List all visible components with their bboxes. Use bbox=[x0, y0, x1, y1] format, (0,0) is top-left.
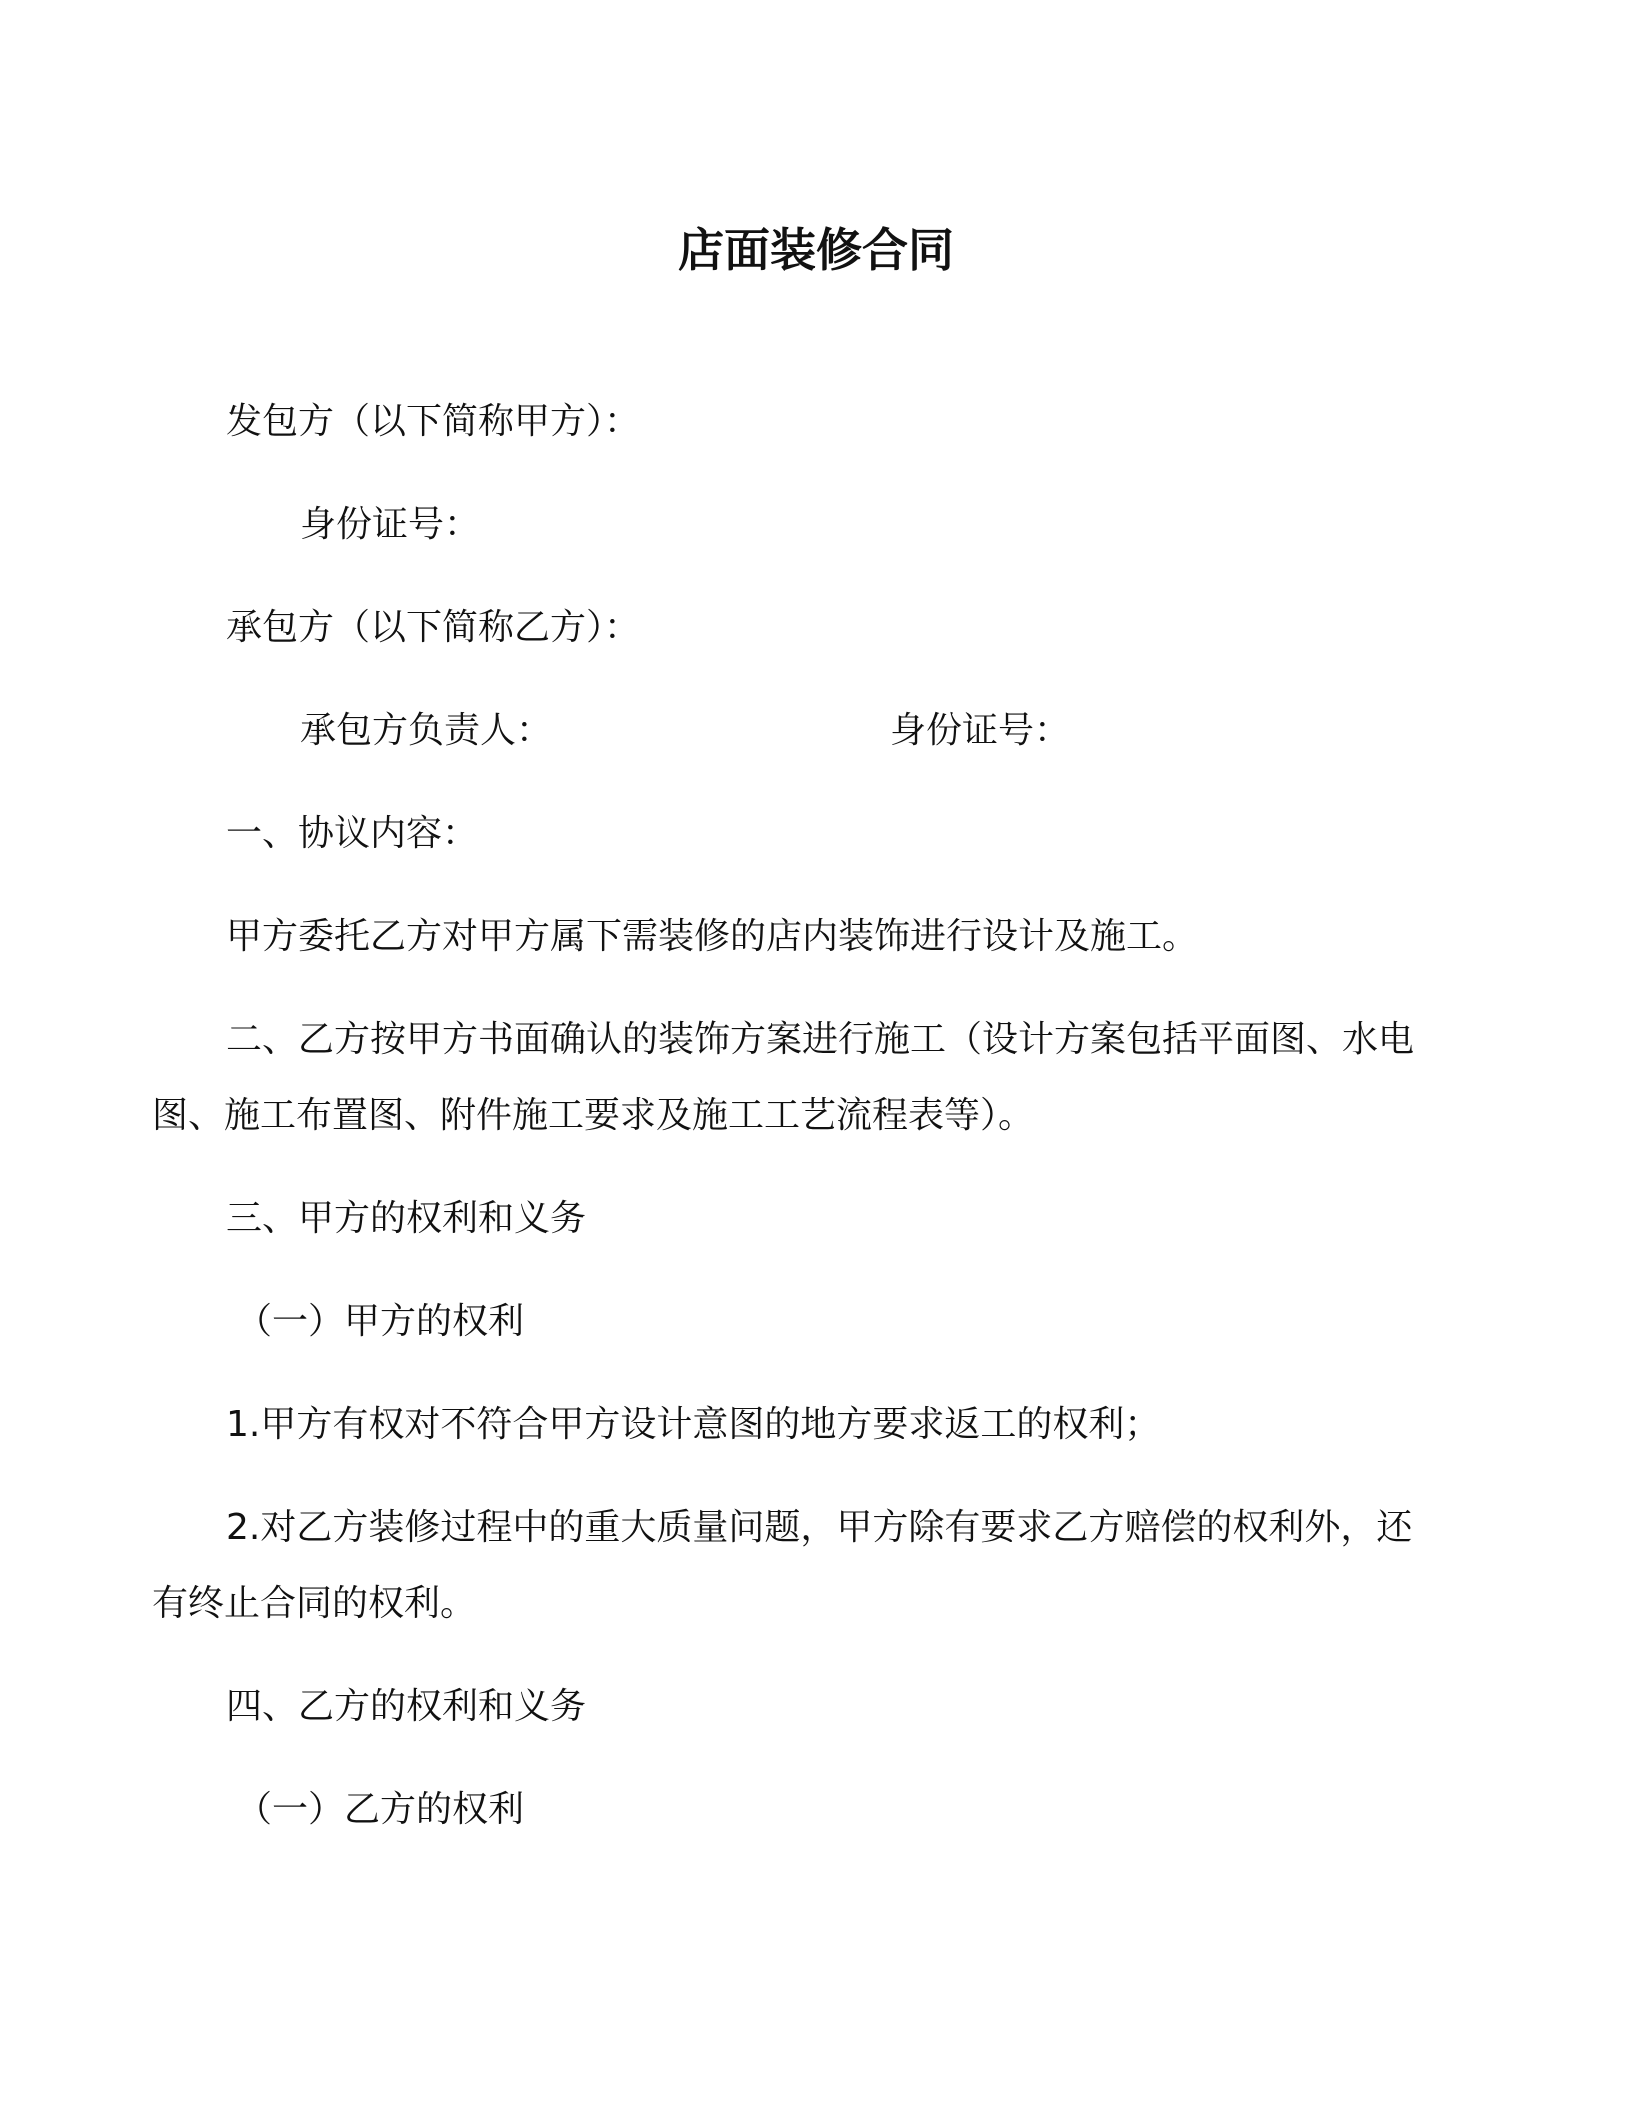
party-b-line: 承包方（以下简称乙方）： bbox=[226, 607, 641, 648]
party-b-id-line: 身份证号： bbox=[890, 710, 1071, 751]
section-1-heading: 一、协议内容： bbox=[226, 813, 479, 854]
section-3-heading: 三、甲方的权利和义务 bbox=[226, 1198, 587, 1239]
section-3-item-1: 1.甲方有权对不符合甲方设计意图的地方要求返工的权利； bbox=[226, 1404, 1161, 1445]
party-a-id-line: 身份证号： bbox=[300, 504, 481, 545]
section-3-item-2-line-2: 有终止合同的权利。 bbox=[152, 1583, 477, 1624]
section-4-heading: 四、乙方的权利和义务 bbox=[226, 1686, 587, 1727]
section-1-text: 甲方委托乙方对甲方属下需装修的店内装饰进行设计及施工。 bbox=[226, 916, 1199, 957]
section-3-item-2-line-1: 2.对乙方装修过程中的重大质量问题，甲方除有要求乙方赔偿的权利外，还 bbox=[226, 1507, 1413, 1548]
party-a-line: 发包方（以下简称甲方）： bbox=[226, 401, 641, 442]
section-3-subheading: （一）甲方的权利 bbox=[236, 1301, 525, 1342]
section-2-line-1: 二、乙方按甲方书面确认的装饰方案进行施工（设计方案包括平面图、水电 bbox=[226, 1019, 1415, 1060]
document-title: 店面装修合同 bbox=[678, 223, 954, 277]
party-b-manager-line: 承包方负责人： bbox=[300, 710, 553, 751]
section-2-line-2: 图、施工布置图、附件施工要求及施工工艺流程表等）。 bbox=[152, 1095, 1035, 1136]
section-4-subheading: （一）乙方的权利 bbox=[236, 1789, 525, 1830]
